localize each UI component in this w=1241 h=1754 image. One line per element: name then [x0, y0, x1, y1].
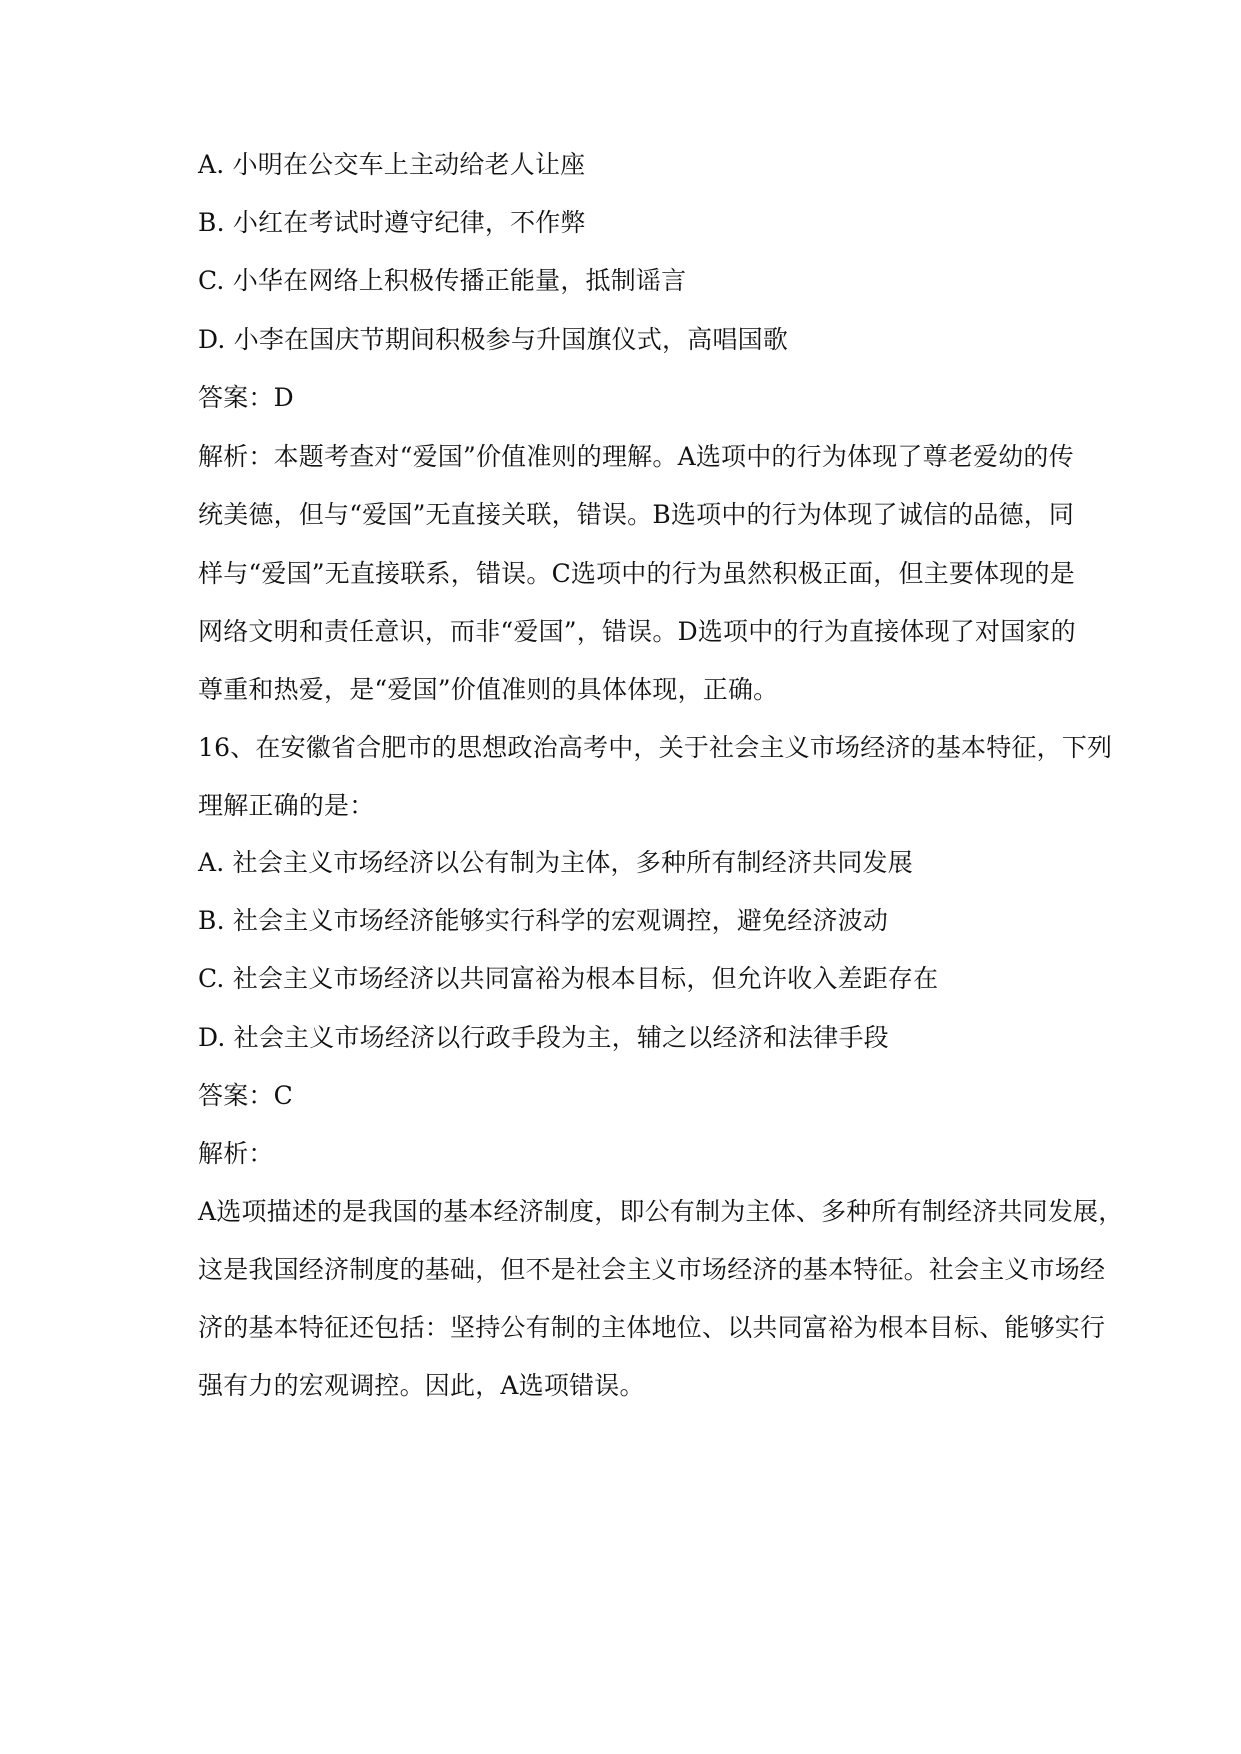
q16-stem-line: 理解正确的是：: [198, 791, 375, 820]
q15-analysis-line: 网络文明和责任意识，而非“爱国”，错误。D选项中的行为直接体现了对国家的: [198, 617, 1076, 646]
q15-option-b: B. 小红在考试时遵守纪律，不作弊: [198, 208, 586, 237]
q16-option-c: C. 社会主义市场经济以共同富裕为根本目标，但允许收入差距存在: [198, 964, 939, 993]
q15-option-d: D. 小李在国庆节期间积极参与升国旗仪式，高唱国歌: [198, 325, 789, 354]
q15-analysis-line: 解析：本题考查对“爱国”价值准则的理解。A选项中的行为体现了尊老爱幼的传: [198, 442, 1074, 471]
q16-analysis-line: 强有力的宏观调控。因此，A选项错误。: [198, 1371, 645, 1400]
q15-answer: 答案：D: [198, 383, 294, 412]
q16-option-b: B. 社会主义市场经济能够实行科学的宏观调控，避免经济波动: [198, 906, 889, 935]
q15-analysis-line: 统美德，但与“爱国”无直接关联，错误。B选项中的行为体现了诚信的品德，同: [198, 500, 1075, 529]
q16-answer: 答案：C: [198, 1081, 293, 1110]
q15-option-a: A. 小明在公交车上主动给老人让座: [198, 150, 586, 179]
q15-option-c: C. 小华在网络上积极传播正能量，抵制谣言: [198, 266, 687, 295]
q16-analysis-label: 解析：: [198, 1139, 274, 1168]
q15-analysis-line: 样与“爱国”无直接联系，错误。C选项中的行为虽然积极正面，但主要体现的是: [198, 559, 1075, 588]
q16-analysis-line: 济的基本特征还包括：坚持公有制的主体地位、以共同富裕为根本目标、能够实行: [198, 1313, 1106, 1342]
q15-analysis-line: 尊重和热爱，是“爱国”价值准则的具体体现，正确。: [198, 675, 779, 704]
q16-analysis-line: 这是我国经济制度的基础，但不是社会主义市场经济的基本特征。社会主义市场经: [198, 1255, 1106, 1284]
q16-option-a: A. 社会主义市场经济以公有制为主体，多种所有制经济共同发展: [198, 848, 913, 877]
q16-option-d: D. 社会主义市场经济以行政手段为主，辅之以经济和法律手段: [198, 1023, 889, 1052]
q16-stem-line: 16、在安徽省合肥市的思想政治高考中，关于社会主义市场经济的基本特征，下列: [198, 733, 1113, 762]
q16-analysis-line: A选项描述的是我国的基本经济制度，即公有制为主体、多种所有制经济共同发展，: [198, 1197, 1124, 1226]
